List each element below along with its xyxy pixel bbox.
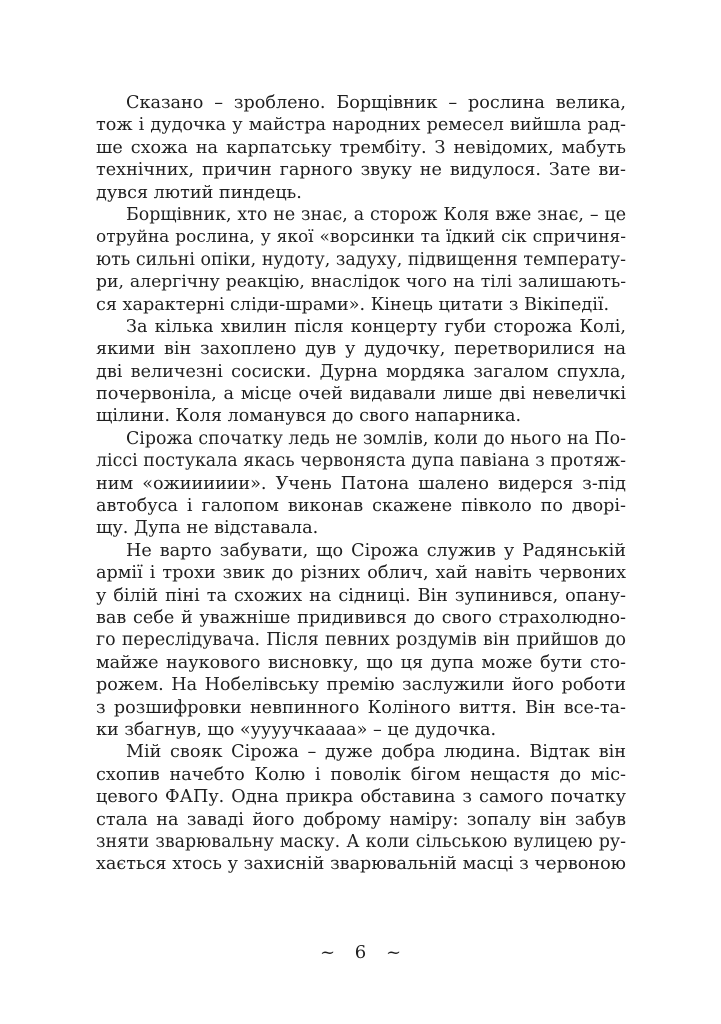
text-line: Мій свояк Сірожа – дуже добра людина. Відтак він [126,742,626,763]
text-line: ліссі постукала якась червоняста дупа павіана з протяж- [96,451,626,472]
text-line: го переслідувача. Після певних роздумів він прийшов до [96,630,626,651]
text-line: Сірожа спочатку ледь не зомлів, коли до нього на По- [126,428,626,449]
text-line: тож і дудочка у майстра народних ремесел вийшла рад- [96,115,626,136]
text-line: схопив начебто Колю і поволік бігом нещастя до міс- [96,764,626,785]
text-line: дувся лютий пиндець. [96,182,302,203]
text-line: дві величезні сосиски. Дурна мордяка загалом спухла, [96,361,626,382]
text-line: майже наукового висновку, що ця дупа може бути сто- [96,652,626,673]
text-line: ше схожа на карпатську трембіту. З невідомих, мабуть [96,137,626,158]
text-line: отруйна рослина, у якої «ворсинки та їдкий сік спричиня- [96,227,626,248]
text-line: стала на заваді його доброму наміру: зопалу він забув [96,809,626,830]
paragraph-2 [96,204,626,316]
text-line: ним «ожииииии». Учень Патона шалено видерся з-під [96,473,626,494]
text-line: автобуса і галопом виконав скажене півколо по дворі- [96,496,626,517]
page-number: ~ 6 ~ [319,942,402,963]
paragraph-4 [96,428,626,540]
text-line: у білій піні та схожих на сідниці. Він зупинився, опану- [96,585,626,606]
text-line: вав себе й уважніше придивився до свого страхолюдно- [96,607,626,628]
paragraph-6 [96,741,626,875]
text-line: з розшифровки невпинного Коліного виття. Він все-та- [96,697,626,718]
text-line: рожем. На Нобелівську премію заслужили його роботи [96,675,626,696]
text-line: ся характерні сліди-шрами». Кінець цитати з Вікіпедії. [96,294,610,315]
text-line: ки збагнув, що «уууучкаааа» – це дудочка. [96,719,497,740]
paragraph-5 [96,540,626,742]
text-line: Сказано – зроблено. Борщівник – рослина велика, [126,93,626,113]
text-line: армії і трохи звик до різних облич, хай навіть червоних [96,563,626,584]
text-line: щілини. Коля ломанувся до свого напарника. [96,406,522,427]
body-text [96,92,626,876]
text-line: якими він захоплено дув у дудочку, перетворилися на [96,339,626,360]
text-line: почервоніла, а місце очей видавали лише дві невеличкі [96,384,626,405]
text-line: Борщівник, хто не знає, а сторож Коля вже знає, – це [126,204,626,225]
text-line: ють сильні опіки, нудоту, задуху, підвищення температу- [96,249,626,270]
text-line: технічних, причин гарного звуку не видулося. Зате ви- [96,160,626,181]
text-line: За кілька хвилин після концерту губи сторожа Колі, [126,316,626,337]
paragraph-3 [96,316,626,428]
paragraph-1 [96,92,626,204]
text-line: ри, алергічну реакцію, внаслідок чого на тілі залишають- [96,272,626,293]
text-line: щу. Дупа не відставала. [96,518,319,539]
text-line: Не варто забувати, що Сірожа служив у Радянській [126,540,626,561]
text-line: зняти зварювальну маску. А коли сільською вулицею ру- [96,831,626,852]
text-line: хається хтось у захисній зварювальній масці з червоною [96,854,626,875]
text-line: цевого ФАПу. Одна прикра обставина з самого початку [96,787,626,808]
